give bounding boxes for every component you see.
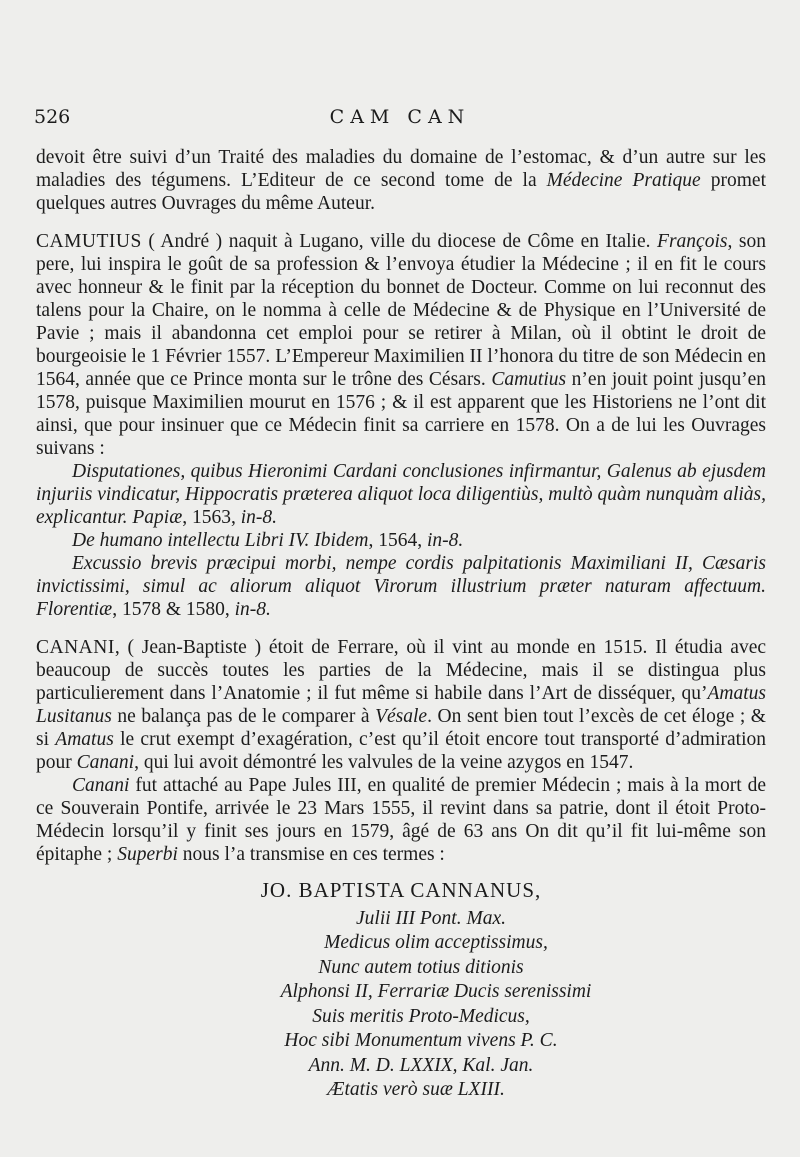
text-run: n’en jouit point jusqu’en 1578, puisque Maximilien mourut en 1576 ; & il est apparent que les Historiens ne l’ont dit ainsi, que pour insinuer que ce Médecin finit sa carriere en 1578. On a de lui les Ouvrages suivans : — [36, 369, 766, 459]
entry-canani — [36, 636, 766, 774]
text-run: . On sent bien tout l’excès de cet éloge ; & si — [36, 706, 766, 750]
italic-text: in-8. — [426, 530, 464, 551]
italic-text: in-8. — [234, 599, 271, 620]
italic-text: in-8. — [240, 507, 278, 528]
work-citation — [36, 552, 766, 621]
text-run: , qui lui avoit démontré les valvules de la veine azygos en 1547. — [134, 752, 634, 773]
text-run: , 1563, — [182, 507, 241, 528]
text-run: , ( Jean-Baptiste ) étoit de Ferrare, où il vint au monde en 1515. Il étudia avec beaucoup de succès toutes les parties de la Médecine, mais il se distingua plus particulierement dans l’Anatomie ; il fut même si habile dans l’Art de disséquer, qu’ — [36, 637, 766, 704]
text-run: nous l’a transmise en ces termes : — [177, 844, 445, 865]
epitaph-line: Julii III Pont. Max. — [356, 907, 506, 929]
italic-text: Vésale — [375, 706, 428, 727]
paragraph — [36, 774, 766, 866]
text-run: ( André ) naquit à Lugano, ville du diocese de Côme en Italie. — [141, 231, 658, 252]
work-citation — [36, 529, 766, 552]
text-run: , son pere, lui inspira le goût de sa profession & l’envoya étudier la Médecine ; il en fit le cours avec honneur & le finit par la réception du bonnet de Docteur. Comme on lui reconnut des talens pour la Chaire, on le nomma à celle de Médecine & de Physique en l’Université de Pavie ; mais il abandonna cet emploi pour se retirer à Milan, où il obtint le droit de bourgeoisie le 1 Février 1557. L’Empereur Maximilien II l’honora du titre de son Médecin en 1564, année que ce Prince monta sur le trône des Césars. — [36, 231, 766, 390]
page-number: 526 — [34, 106, 71, 128]
epitaph — [36, 878, 766, 1103]
italic-text: Amatus — [55, 729, 114, 750]
text-run: , 1564, — [368, 530, 427, 551]
text-run: , 1578 & 1580, — [112, 599, 235, 620]
entry-camutius — [36, 230, 766, 460]
epitaph-line: Alphonsi II, Ferrariæ Ducis serenissimi — [280, 981, 592, 1002]
text-run: promet quelques autres Ouvrages du même Auteur. — [36, 170, 766, 214]
text-run: fut attaché au Pape Jules III, en qualité de premier Médecin ; mais à la mort de ce Souverain Pontife, arrivée le 23 Mars 1555, il revint dans sa patrie, dont il étoit Proto-Médecin lorsqu’il y finit ses jours en 1579, âgé de 63 ans On dit qu’il fit lui-même son épitaphe ; — [36, 775, 766, 865]
italic-text: Excussio brevis præcipui morbi, nempe cordis palpitationis Maximiliani II, Cæsaris invictissimi, simul ac aliorum aliquot Virorum illustrium præter naturam affectuum. Florentiæ — [36, 553, 766, 620]
epitaph-line: Suis meritis Proto-Medicus, — [312, 1005, 530, 1027]
italic-text: Canani — [76, 752, 135, 773]
text-run: devoit être suivi d’un Traité des maladies du domaine de l’estomac, & d’un autre sur les maladies des tégumens. L’Editeur de ce second tome de la — [36, 147, 766, 191]
italic-text: Disputationes, quibus Hieronimi Cardani conclusiones infirmantur, Galenus ab ejusdem injuriis vindicatur, Hippocratis præterea aliquot loca diligentiùs, multò quàm nunquàm aliàs, explicantur. Papiæ — [36, 461, 766, 528]
epitaph-line: Hoc sibi Monumentum vivens P. C. — [284, 1030, 558, 1051]
epitaph-title: JO. BAPTISTA CANNANUS, — [260, 878, 542, 902]
text-run: le crut exempt d’exagération, c’est qu’il étoit encore tout transporté d’admiration pour — [36, 729, 766, 773]
italic-text: Superbi — [117, 844, 178, 865]
page-header — [0, 106, 800, 136]
epitaph-line: Nunc autem totius ditionis — [318, 956, 524, 978]
italic-text: François — [657, 231, 728, 252]
entry-headword: CANANI — [36, 637, 115, 658]
entry-headword: CAMUTIUS — [36, 231, 142, 252]
work-citation — [36, 460, 766, 529]
text-run: ne balança pas de le comparer à — [111, 706, 376, 727]
epitaph-line: Medicus olim acceptissimus, — [324, 932, 548, 953]
italic-text: Amatus Lusitanus — [36, 683, 766, 727]
paragraph — [36, 146, 766, 215]
epitaph-line: Ann. M. D. LXXIX, Kal. Jan. — [308, 1054, 534, 1076]
epitaph-line: Ætatis verò suæ LXIII. — [327, 1079, 505, 1100]
italic-text: Camutius — [491, 369, 567, 390]
italic-text: Médecine Pratique — [546, 170, 701, 191]
italic-text: Canani — [72, 775, 130, 796]
italic-text: De humano intellectu Libri IV. Ibidem — [72, 530, 369, 551]
running-head: CAM CAN — [329, 106, 471, 128]
page-body — [36, 146, 766, 1103]
